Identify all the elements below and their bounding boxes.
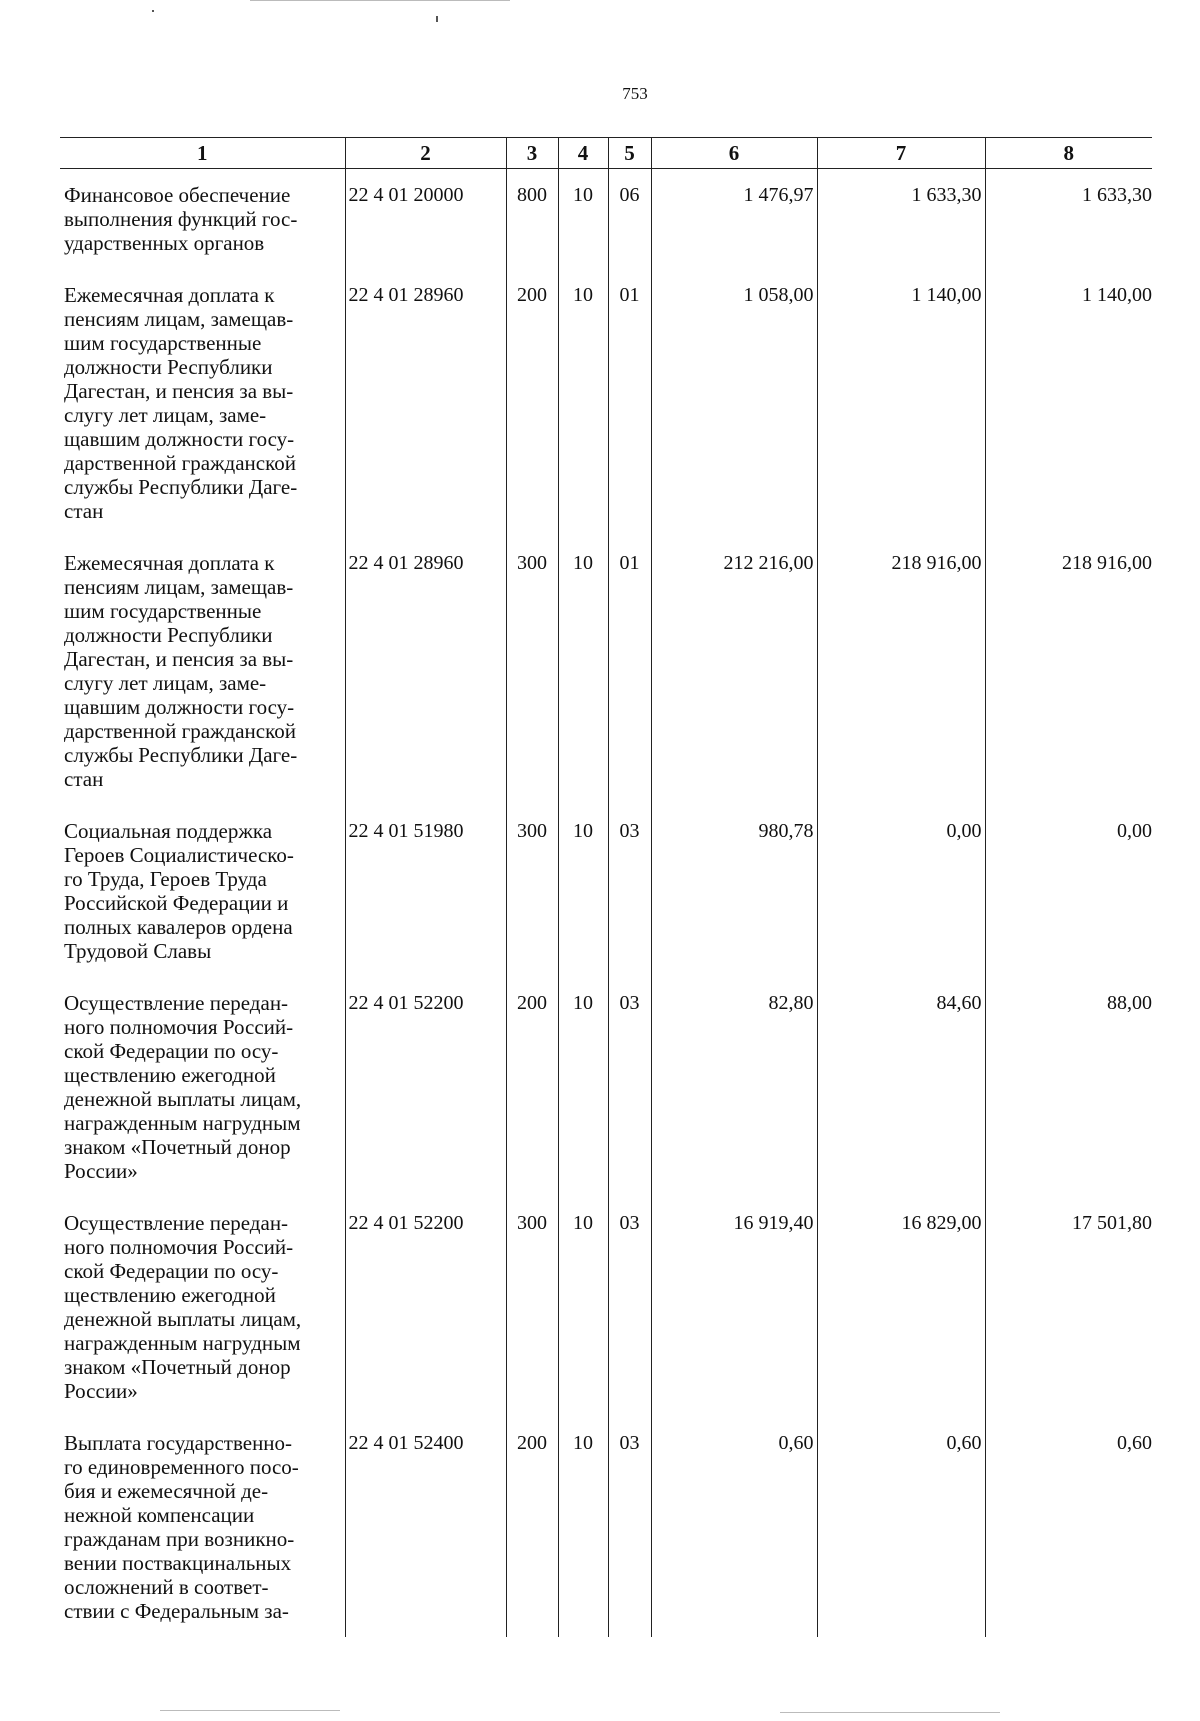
budget-table <box>60 137 1152 1637</box>
amount-cell: 16 919,40 <box>651 1197 817 1417</box>
row-name-line: Ежемесячная доплата к <box>64 551 275 575</box>
column-header: 5 <box>608 138 651 169</box>
amount-cell: 218 916,00 <box>817 537 985 805</box>
row-name-line: слугу лет лицам, заме- <box>64 403 267 427</box>
expense-type-cell: 200 <box>506 1417 558 1637</box>
subsection-cell: 03 <box>608 977 651 1197</box>
column-header: 6 <box>651 138 817 169</box>
table-row <box>60 537 1152 805</box>
scan-speck <box>152 10 154 12</box>
row-name-cell <box>60 977 345 1197</box>
row-name-line: Ежемесячная доплата к <box>64 283 275 307</box>
row-name-line: стан <box>64 499 104 523</box>
row-name-line: го единовременного посо- <box>64 1455 299 1479</box>
row-name-line: Дагестан, и пенсия за вы- <box>64 379 294 403</box>
amount-cell: 0,60 <box>817 1417 985 1637</box>
amount-cell: 1 633,30 <box>985 169 1152 270</box>
subsection-cell: 03 <box>608 1197 651 1417</box>
amount-cell: 82,80 <box>651 977 817 1197</box>
scan-speck <box>436 16 438 22</box>
row-name-line: Российской Федерации и <box>64 891 289 915</box>
row-name-line: ской Федерации по осу- <box>64 1259 279 1283</box>
row-name-line: шим государственные <box>64 331 262 355</box>
column-header: 2 <box>345 138 506 169</box>
code-cell: 22 4 01 28960 <box>345 269 506 537</box>
row-name-line: Социальная поддержка <box>64 819 273 843</box>
row-name-line: России» <box>64 1379 138 1403</box>
amount-cell: 0,00 <box>817 805 985 977</box>
row-name-line: России» <box>64 1159 138 1183</box>
row-name-line: бия и ежемесячной де- <box>64 1479 269 1503</box>
amount-cell: 0,00 <box>985 805 1152 977</box>
column-header: 4 <box>558 138 608 169</box>
row-name-line: ской Федерации по осу- <box>64 1039 279 1063</box>
row-name-line: Осуществление передан- <box>64 1211 289 1235</box>
table-row <box>60 1197 1152 1417</box>
amount-cell: 1 140,00 <box>985 269 1152 537</box>
column-header: 7 <box>817 138 985 169</box>
row-name-line: денежной выплаты лицам, <box>64 1087 302 1111</box>
row-name-line: го Труда, Героев Труда <box>64 867 267 891</box>
row-name-line: полных кавалеров ордена <box>64 915 293 939</box>
expense-type-cell: 200 <box>506 269 558 537</box>
code-cell: 22 4 01 51980 <box>345 805 506 977</box>
row-name-line: Осуществление передан- <box>64 991 289 1015</box>
amount-cell: 1 633,30 <box>817 169 985 270</box>
column-header: 8 <box>985 138 1152 169</box>
row-name-line: знаком «Почетный донор <box>64 1135 291 1159</box>
row-name-line: осложнений в соответ- <box>64 1575 269 1599</box>
column-header: 3 <box>506 138 558 169</box>
row-name-line: знаком «Почетный донор <box>64 1355 291 1379</box>
amount-cell: 218 916,00 <box>985 537 1152 805</box>
subsection-cell: 01 <box>608 269 651 537</box>
row-name-line: Трудовой Славы <box>64 939 212 963</box>
table-row <box>60 977 1152 1197</box>
row-name-cell <box>60 1417 345 1637</box>
row-name-line: ществлению ежегодной <box>64 1063 276 1087</box>
amount-cell: 980,78 <box>651 805 817 977</box>
amount-cell: 212 216,00 <box>651 537 817 805</box>
amount-cell: 0,60 <box>651 1417 817 1637</box>
header-row <box>60 138 1152 169</box>
row-name-line: службы Республики Даге- <box>64 743 298 767</box>
row-name-line: гражданам при возникно- <box>64 1527 295 1551</box>
table-body <box>60 169 1152 1638</box>
row-name-line: ного полномочия Россий- <box>64 1015 294 1039</box>
row-name-line: пенсиям лицам, замещав- <box>64 307 294 331</box>
table-row <box>60 169 1152 270</box>
row-name-line: выполнения функций гос- <box>64 207 298 231</box>
section-cell: 10 <box>558 977 608 1197</box>
subsection-cell: 01 <box>608 537 651 805</box>
page-number: 753 <box>622 84 648 103</box>
row-name-cell <box>60 269 345 537</box>
table-row <box>60 1417 1152 1637</box>
row-name-line: слугу лет лицам, заме- <box>64 671 267 695</box>
row-name-line: ударственных органов <box>64 231 265 255</box>
subsection-cell: 03 <box>608 1417 651 1637</box>
expense-type-cell: 300 <box>506 537 558 805</box>
code-cell: 22 4 01 20000 <box>345 169 506 270</box>
row-name-line: Дагестан, и пенсия за вы- <box>64 647 294 671</box>
section-cell: 10 <box>558 537 608 805</box>
subsection-cell: 06 <box>608 169 651 270</box>
row-name-line: пенсиям лицам, замещав- <box>64 575 294 599</box>
table-row <box>60 805 1152 977</box>
row-name-line: Финансовое обеспечение <box>64 183 291 207</box>
amount-cell: 84,60 <box>817 977 985 1197</box>
row-name-line: дарственной гражданской <box>64 719 296 743</box>
row-name-line: щавшим должности госу- <box>64 695 295 719</box>
row-name-line: награжденным нагрудным <box>64 1331 301 1355</box>
code-cell: 22 4 01 52200 <box>345 977 506 1197</box>
row-name-line: Выплата государственно- <box>64 1431 293 1455</box>
section-cell: 10 <box>558 269 608 537</box>
row-name-line: щавшим должности госу- <box>64 427 295 451</box>
table-row <box>60 269 1152 537</box>
amount-cell: 17 501,80 <box>985 1197 1152 1417</box>
row-name-line: должности Республики <box>64 355 273 379</box>
row-name-cell <box>60 169 345 270</box>
row-name-line: шим государственные <box>64 599 262 623</box>
row-name-line: дарственной гражданской <box>64 451 296 475</box>
amount-cell: 1 058,00 <box>651 269 817 537</box>
expense-type-cell: 300 <box>506 1197 558 1417</box>
column-header: 1 <box>60 138 345 169</box>
row-name-line: награжденным нагрудным <box>64 1111 301 1135</box>
amount-cell: 88,00 <box>985 977 1152 1197</box>
row-name-line: должности Республики <box>64 623 273 647</box>
row-name-line: вении поствакцинальных <box>64 1551 292 1575</box>
expense-type-cell: 300 <box>506 805 558 977</box>
row-name-line: Героев Социалистическо- <box>64 843 294 867</box>
section-cell: 10 <box>558 805 608 977</box>
scan-edge-line <box>250 0 510 1</box>
amount-cell: 1 140,00 <box>817 269 985 537</box>
section-cell: 10 <box>558 1417 608 1637</box>
row-name-cell <box>60 1197 345 1417</box>
amount-cell: 16 829,00 <box>817 1197 985 1417</box>
row-name-line: службы Республики Даге- <box>64 475 298 499</box>
row-name-line: ществлению ежегодной <box>64 1283 276 1307</box>
amount-cell: 0,60 <box>985 1417 1152 1637</box>
section-cell: 10 <box>558 1197 608 1417</box>
row-name-cell <box>60 805 345 977</box>
row-name-line: ствии с Федеральным за- <box>64 1599 289 1623</box>
code-cell: 22 4 01 52400 <box>345 1417 506 1637</box>
code-cell: 22 4 01 28960 <box>345 537 506 805</box>
row-name-line: денежной выплаты лицам, <box>64 1307 302 1331</box>
scan-edge-line <box>780 1712 1000 1713</box>
row-name-line: ного полномочия Россий- <box>64 1235 294 1259</box>
amount-cell: 1 476,97 <box>651 169 817 270</box>
scan-edge-line <box>160 1710 340 1711</box>
expense-type-cell: 800 <box>506 169 558 270</box>
code-cell: 22 4 01 52200 <box>345 1197 506 1417</box>
subsection-cell: 03 <box>608 805 651 977</box>
expense-type-cell: 200 <box>506 977 558 1197</box>
section-cell: 10 <box>558 169 608 270</box>
row-name-cell <box>60 537 345 805</box>
row-name-line: стан <box>64 767 104 791</box>
row-name-line: нежной компенсации <box>64 1503 255 1527</box>
